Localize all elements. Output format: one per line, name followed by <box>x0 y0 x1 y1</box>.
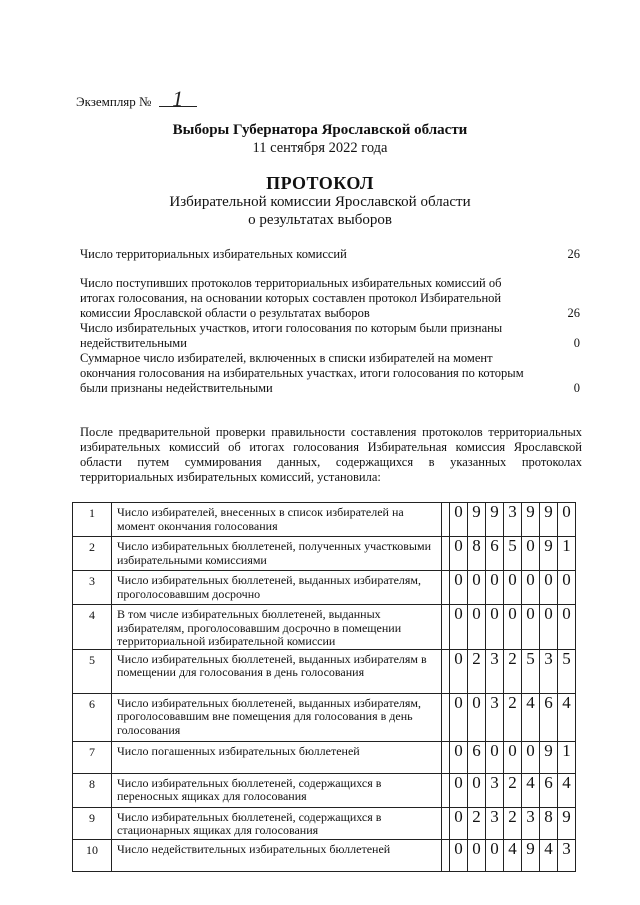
digit-cell: 0 <box>450 693 468 741</box>
row-spacer <box>442 649 450 693</box>
summary-item <box>80 247 580 262</box>
row-name: Число избирательных бюллетеней, выданных избирателям, проголосовавшим вне помещения для голосования в день голосования <box>112 693 442 741</box>
digit-cell: 9 <box>540 741 558 773</box>
digit-cell: 4 <box>522 773 540 807</box>
digit-cell: 0 <box>486 741 504 773</box>
summary-label: Число поступивших протоколов территориальных избирательных комиссий об итогах голосования, на основании которых составлен протокол Избирательной комиссии Ярославской области о результатах выборов <box>80 276 502 320</box>
digit-cell: 0 <box>468 693 486 741</box>
protocol-subject: о результатах выборов <box>248 212 392 228</box>
digit-cell: 3 <box>558 839 576 871</box>
row-spacer <box>442 741 450 773</box>
table-row <box>73 649 576 693</box>
row-number: 8 <box>73 773 112 807</box>
digit-cell: 5 <box>504 537 522 571</box>
digit-cell: 0 <box>468 773 486 807</box>
digit-cell: 0 <box>450 571 468 605</box>
digit-cell: 8 <box>540 807 558 839</box>
election-title: Выборы Губернатора Ярославской области <box>172 122 468 138</box>
row-number: 3 <box>73 571 112 605</box>
digit-cell: 0 <box>486 571 504 605</box>
table-row <box>73 503 576 537</box>
row-number: 2 <box>73 537 112 571</box>
digit-cell: 1 <box>558 741 576 773</box>
row-spacer <box>442 773 450 807</box>
digit-cell: 0 <box>468 571 486 605</box>
digit-cell: 0 <box>450 839 468 871</box>
digit-cell: 3 <box>486 773 504 807</box>
digit-cell: 0 <box>558 605 576 650</box>
row-number: 7 <box>73 741 112 773</box>
digit-cell: 6 <box>540 693 558 741</box>
row-name: Число избирателей, внесенных в список избирателей на момент окончания голосования <box>112 503 442 537</box>
digit-cell: 1 <box>558 537 576 571</box>
summary-value: 0 <box>573 336 580 350</box>
digit-cell: 5 <box>522 649 540 693</box>
row-name: Число недействительных избирательных бюллетеней <box>112 839 442 871</box>
digit-cell: 2 <box>468 649 486 693</box>
digit-cell: 5 <box>558 649 576 693</box>
table-row <box>73 839 576 871</box>
digit-cell: 0 <box>468 839 486 871</box>
row-number: 10 <box>73 839 112 871</box>
digit-cell: 4 <box>504 839 522 871</box>
row-spacer <box>442 693 450 741</box>
digit-cell: 0 <box>504 605 522 650</box>
digit-cell: 0 <box>486 605 504 650</box>
election-date: 11 сентября 2022 года <box>252 140 388 156</box>
digit-cell: 6 <box>468 741 486 773</box>
digit-cell: 0 <box>522 605 540 650</box>
summary-item <box>80 276 580 321</box>
row-spacer <box>442 807 450 839</box>
digit-cell: 8 <box>468 537 486 571</box>
digit-cell: 2 <box>504 807 522 839</box>
table-row <box>73 693 576 741</box>
intro-paragraph: После предварительной проверки правильности составления протоколов территориальных избирательных комиссий об итогах голосования Избирательная комиссия Ярославской области путем суммирования данных, содержащихся в указанных протоколах территориальных избирательных комиссий, установила: <box>80 425 582 484</box>
digit-cell: 0 <box>558 503 576 537</box>
table-row <box>73 571 576 605</box>
copy-number: 1 <box>159 92 197 107</box>
row-name: Число избирательных бюллетеней, полученных участковыми избирательными комиссиями <box>112 537 442 571</box>
copy-label: Экземпляр № <box>76 94 152 109</box>
digit-cell: 4 <box>558 693 576 741</box>
commission-name: Избирательной комиссии Ярославской области <box>169 194 471 210</box>
digit-cell: 2 <box>504 649 522 693</box>
digit-cell: 3 <box>540 649 558 693</box>
digit-cell: 0 <box>468 605 486 650</box>
digit-cell: 4 <box>558 773 576 807</box>
row-number: 9 <box>73 807 112 839</box>
digit-cell: 3 <box>486 693 504 741</box>
row-name: В том числе избирательных бюллетеней, выданных избирателям, проголосовавшим досрочно в помещении территориальной избирательной комиссии <box>112 605 442 650</box>
row-number: 1 <box>73 503 112 537</box>
digit-cell: 6 <box>540 773 558 807</box>
table-row <box>73 807 576 839</box>
table-row <box>73 537 576 571</box>
digit-cell: 9 <box>540 503 558 537</box>
digit-cell: 0 <box>450 605 468 650</box>
summary-value: 26 <box>567 306 580 320</box>
digit-cell: 3 <box>486 807 504 839</box>
digit-cell: 9 <box>558 807 576 839</box>
digit-cell: 9 <box>540 537 558 571</box>
digit-cell: 2 <box>504 693 522 741</box>
copy-number-line <box>76 86 197 111</box>
digit-cell: 4 <box>540 839 558 871</box>
digit-cell: 0 <box>522 571 540 605</box>
digit-cell: 0 <box>486 839 504 871</box>
row-spacer <box>442 537 450 571</box>
digit-cell: 6 <box>486 537 504 571</box>
digit-cell: 0 <box>540 605 558 650</box>
summary-label: Число территориальных избирательных комиссий <box>80 247 347 261</box>
results-table <box>72 502 576 872</box>
row-number: 5 <box>73 649 112 693</box>
digit-cell: 9 <box>468 503 486 537</box>
row-name: Число погашенных избирательных бюллетеней <box>112 741 442 773</box>
summary-label: Число избирательных участков, итоги голосования по которым были признаны недействительными <box>80 321 503 350</box>
row-name: Число избирательных бюллетеней, содержащихся в стационарных ящиках для голосования <box>112 807 442 839</box>
digit-cell: 0 <box>522 537 540 571</box>
digit-cell: 0 <box>450 807 468 839</box>
digit-cell: 0 <box>450 537 468 571</box>
digit-cell: 0 <box>504 571 522 605</box>
summary-item <box>80 321 580 351</box>
digit-cell: 0 <box>504 741 522 773</box>
digit-cell: 2 <box>468 807 486 839</box>
protocol-heading: ПРОТОКОЛ <box>266 173 374 193</box>
digit-cell: 0 <box>558 571 576 605</box>
row-spacer <box>442 605 450 650</box>
digit-cell: 9 <box>522 839 540 871</box>
summary-value: 26 <box>567 247 580 261</box>
row-spacer <box>442 571 450 605</box>
digit-cell: 0 <box>450 649 468 693</box>
digit-cell: 4 <box>522 693 540 741</box>
row-spacer <box>442 839 450 871</box>
row-name: Число избирательных бюллетеней, выданных избирателям, проголосовавшим досрочно <box>112 571 442 605</box>
digit-cell: 0 <box>450 503 468 537</box>
row-name: Число избирательных бюллетеней, содержащихся в переносных ящиках для голосования <box>112 773 442 807</box>
summary-item <box>80 351 580 396</box>
table-row <box>73 741 576 773</box>
table-row <box>73 605 576 650</box>
digit-cell: 3 <box>504 503 522 537</box>
row-name: Число избирательных бюллетеней, выданных избирателям в помещении для голосования в день голосования <box>112 649 442 693</box>
digit-cell: 0 <box>522 741 540 773</box>
summary-label: Суммарное число избирателей, включенных в списки избирателей на момент окончания голосования на избирательных участках, итоги голосования по которым были признаны недействительными <box>80 351 524 395</box>
row-number: 6 <box>73 693 112 741</box>
digit-cell: 0 <box>540 571 558 605</box>
digit-cell: 3 <box>486 649 504 693</box>
digit-cell: 0 <box>450 741 468 773</box>
summary-value: 0 <box>573 381 580 395</box>
table-row <box>73 773 576 807</box>
digit-cell: 3 <box>522 807 540 839</box>
digit-cell: 0 <box>450 773 468 807</box>
digit-cell: 2 <box>504 773 522 807</box>
digit-cell: 9 <box>522 503 540 537</box>
digit-cell: 9 <box>486 503 504 537</box>
row-number: 4 <box>73 605 112 650</box>
row-spacer <box>442 503 450 537</box>
